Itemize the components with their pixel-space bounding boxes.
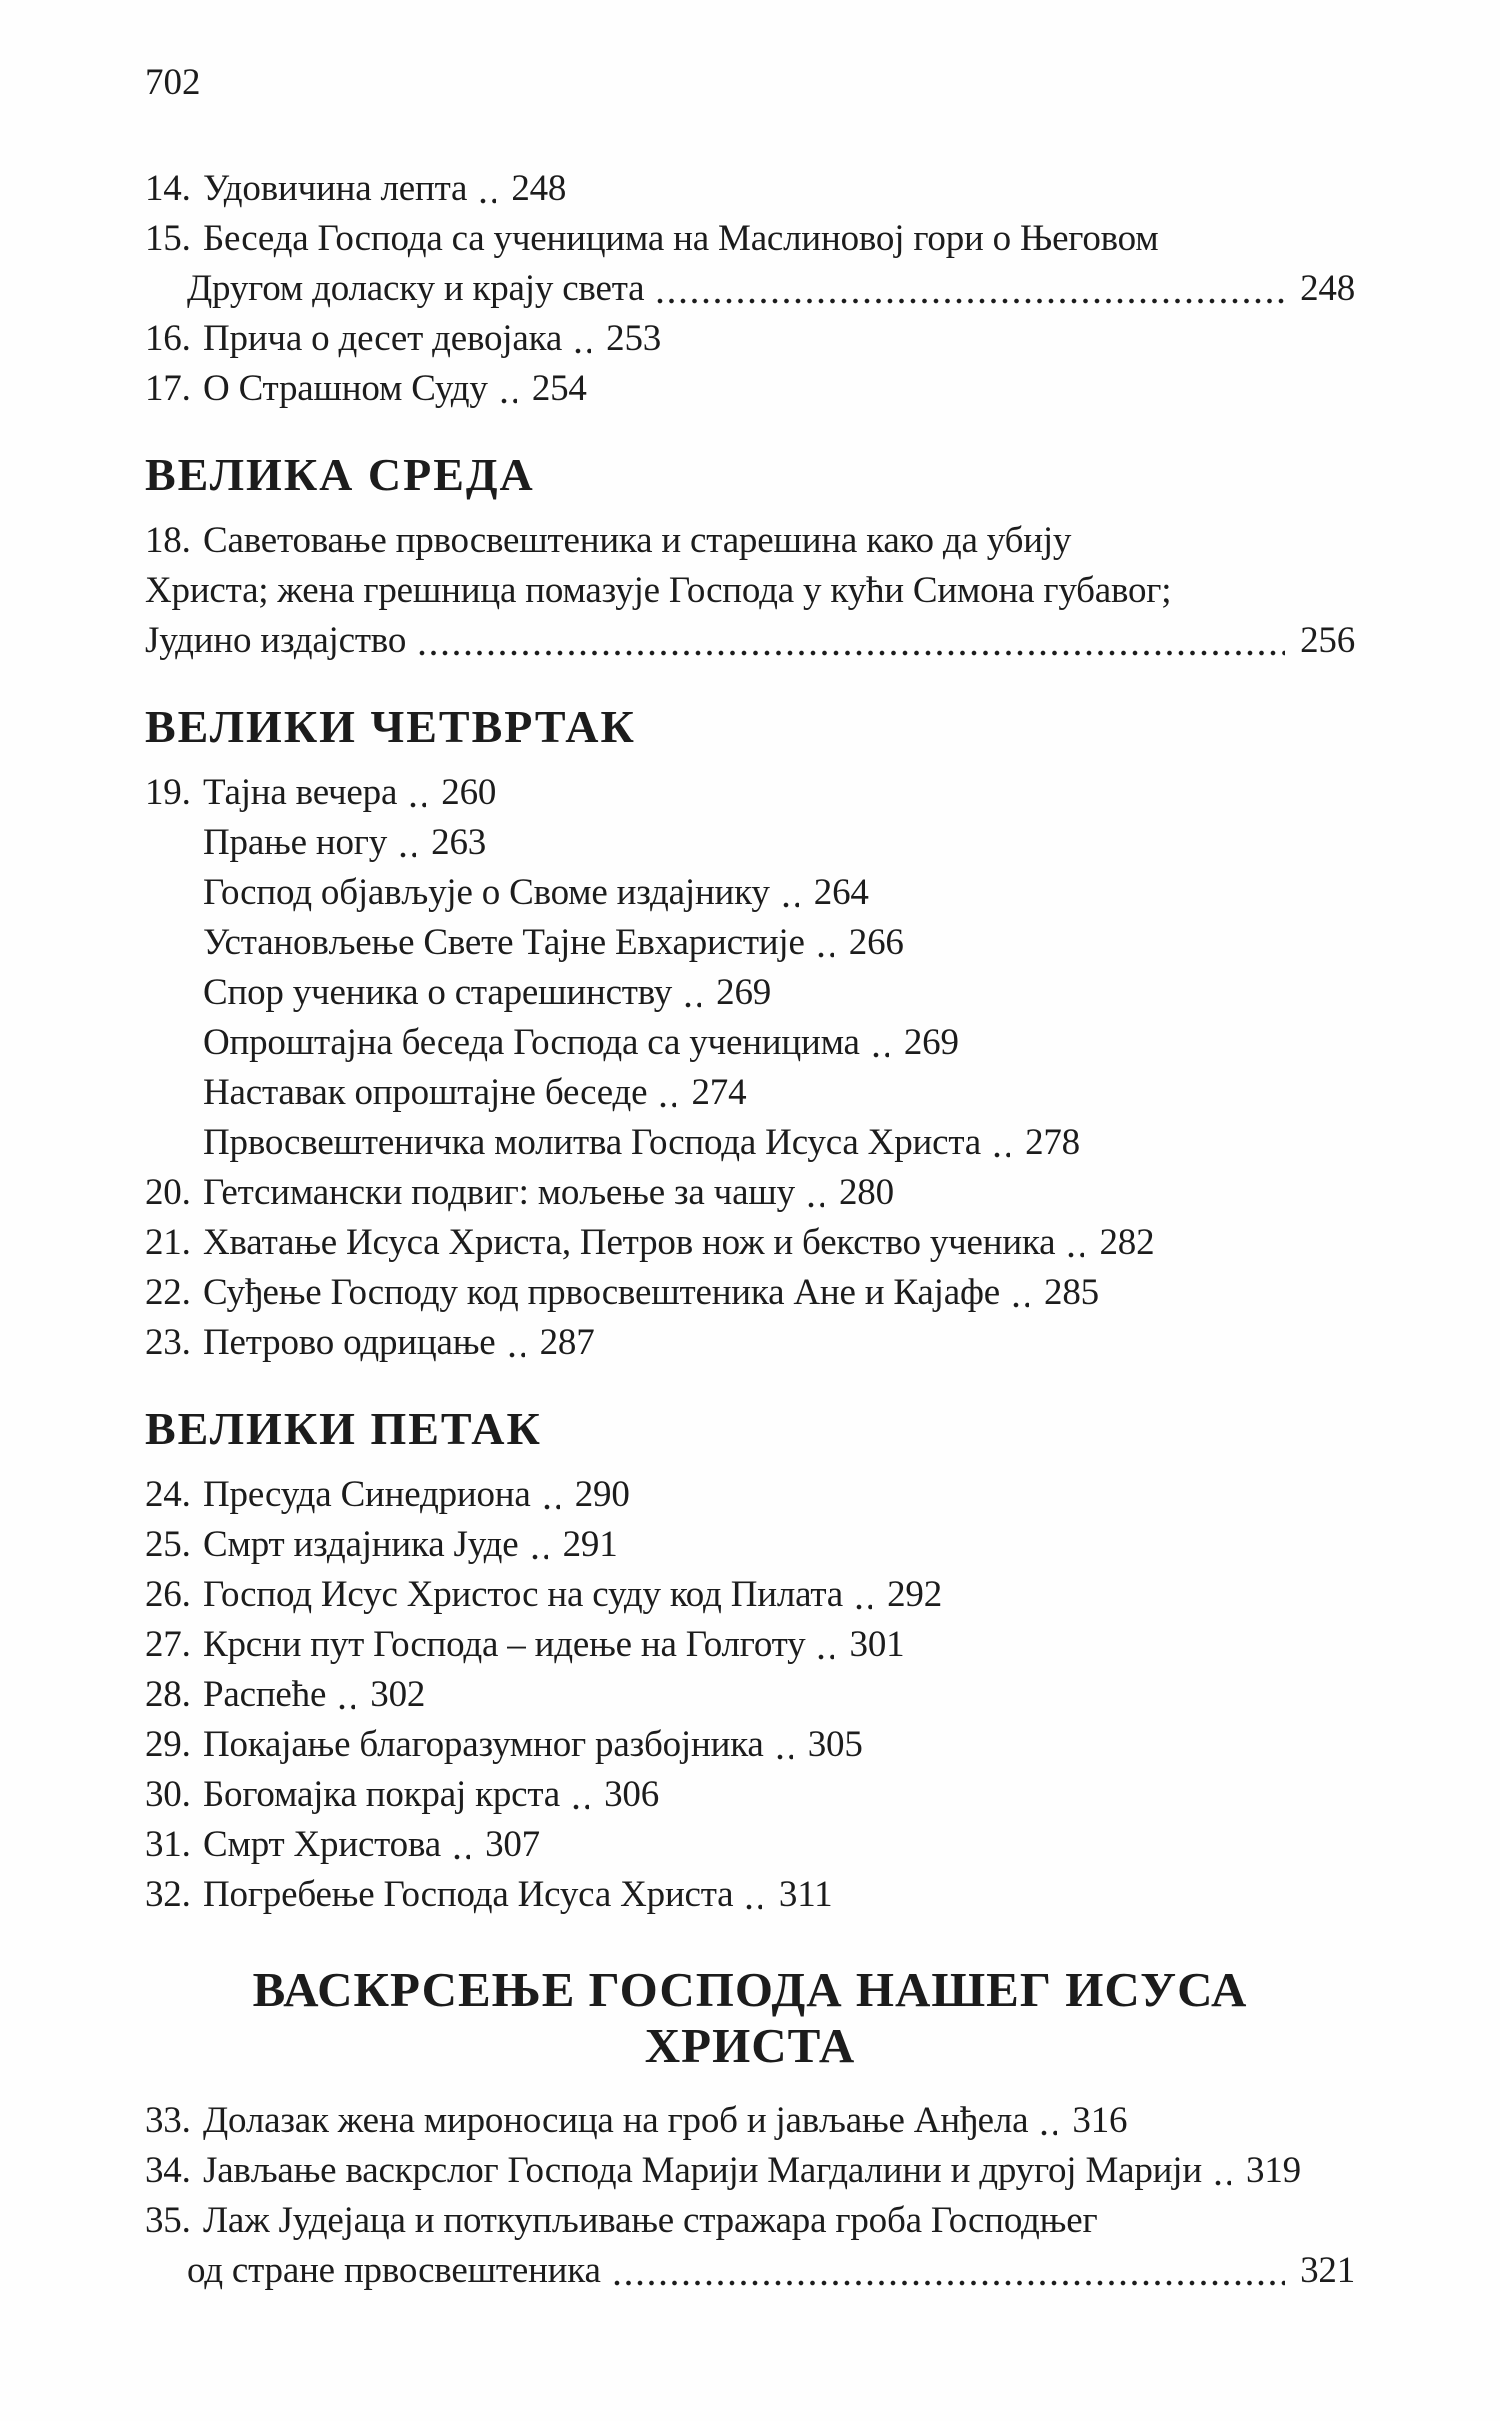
toc-entry <box>145 164 1355 214</box>
toc-entry <box>145 1520 1355 1570</box>
toc-entry <box>145 968 1355 1018</box>
entry-title: Прича о десет девојака <box>203 318 563 359</box>
toc-entry-line <box>145 2246 1355 2296</box>
entry-number: 19. <box>145 772 191 813</box>
toc-entry-line <box>145 566 1355 616</box>
entry-page-ref: 305 <box>807 1724 863 1765</box>
entry-title: Христа; жена грешница помазује Господа у кући Симона губавог; <box>145 570 1172 611</box>
entry-page-ref: 260 <box>441 772 497 813</box>
entry-title: О Страшном Суду <box>203 368 488 409</box>
dot-leader <box>400 850 416 860</box>
dot-leader <box>573 1802 589 1812</box>
dot-leader <box>1215 2178 1231 2188</box>
dot-leader <box>1041 2128 1057 2138</box>
toc-entry-line <box>145 1520 618 1570</box>
entry-page-ref: 263 <box>431 822 487 863</box>
toc-entry-line <box>145 314 662 364</box>
entry-number: 16. <box>145 318 191 359</box>
entry-number: 29. <box>145 1724 191 1765</box>
section-heading: ВАСКРСЕЊЕ ГОСПОДА НАШЕГ ИСУСА ХРИСТА <box>252 1962 1248 2073</box>
entry-page-ref: 248 <box>511 168 567 209</box>
dot-leader <box>994 1150 1010 1160</box>
toc-entry <box>145 1218 1355 1268</box>
dot-leader <box>777 1752 793 1762</box>
entry-page-ref: 278 <box>1025 1122 1080 1163</box>
entry-number: 32. <box>145 1874 191 1915</box>
toc-entry-line <box>145 214 1159 264</box>
toc-entry-line <box>145 1570 942 1620</box>
entry-page-ref: 290 <box>574 1474 630 1515</box>
page-number: 702 <box>145 62 201 103</box>
entry-title: Удовичина лепта <box>203 168 468 209</box>
toc-entry <box>145 868 1355 918</box>
entry-title: Господ Исус Христос на суду код Пилата <box>203 1574 843 1615</box>
dot-leader <box>544 1502 560 1512</box>
toc-entry-line <box>145 1018 959 1068</box>
entry-title: Смрт Христова <box>203 1824 441 1865</box>
entry-title: Јудино издајство <box>145 620 407 661</box>
toc-entry <box>145 1318 1355 1368</box>
entry-page-ref: 254 <box>531 368 587 409</box>
toc-entry-line <box>145 616 1355 666</box>
dot-leader <box>532 1552 548 1562</box>
entry-page-ref: 264 <box>813 872 869 913</box>
entry-title: Долазак жена мироносица на гроб и јављање Анђела <box>203 2100 1029 2141</box>
entry-title: Тајна вечера <box>203 772 398 813</box>
toc-entry <box>145 1570 1355 1620</box>
toc-entry-line <box>145 768 497 818</box>
toc-entry <box>145 516 1355 666</box>
toc-entry-line <box>145 818 487 868</box>
dot-leader <box>1068 1250 1084 1260</box>
section-heading: ВЕЛИКИ ПЕТАК <box>145 1403 542 1454</box>
entry-title: Наставак опроштајне беседе <box>203 1072 648 1113</box>
toc-entry-line <box>145 2096 1128 2146</box>
entry-title: Смрт издајника Јуде <box>203 1524 519 1565</box>
toc-entry <box>145 1770 1355 1820</box>
entry-title: Покајање благоразумног разбојника <box>203 1724 764 1765</box>
entry-title: Другом доласку и крају света <box>187 268 645 309</box>
entry-number: 22. <box>145 1272 191 1313</box>
entry-title: Саветовање првосвештеника и старешина како да убију <box>203 520 1072 561</box>
dot-leader <box>614 2278 1285 2288</box>
entry-number: 26. <box>145 1574 191 1615</box>
entry-page-ref: 307 <box>485 1824 540 1865</box>
toc-entry-line <box>145 1168 894 1218</box>
entry-page-ref: 301 <box>849 1624 905 1665</box>
entry-page-ref: 269 <box>903 1022 959 1063</box>
toc-entry-line <box>145 1870 833 1920</box>
toc-entry <box>145 2196 1355 2296</box>
toc-entry <box>145 1268 1355 1318</box>
toc-entry <box>145 1018 1355 1068</box>
dot-leader <box>1013 1300 1029 1310</box>
entry-page-ref: 282 <box>1099 1222 1155 1263</box>
entry-title: Суђење Господу код првосвештеника Ане и Кајафе <box>203 1272 1000 1313</box>
dot-leader <box>818 1652 834 1662</box>
entry-number: 33. <box>145 2100 191 2141</box>
entry-number: 28. <box>145 1674 191 1715</box>
toc-entry-line <box>145 1820 540 1870</box>
entry-title: Погребење Господа Исуса Христа <box>203 1874 734 1915</box>
entry-page-ref: 316 <box>1072 2100 1128 2141</box>
entry-page-ref: 280 <box>838 1172 894 1213</box>
dot-leader <box>509 1350 525 1360</box>
toc-entry <box>145 1870 1355 1920</box>
entry-page-ref: 269 <box>716 972 772 1013</box>
toc-entry-line <box>145 264 1355 314</box>
toc-entry <box>145 314 1355 364</box>
dot-leader <box>454 1852 470 1862</box>
entry-number: 30. <box>145 1774 191 1815</box>
toc-entry-line <box>145 868 869 918</box>
entry-title: Крсни пут Господа – идење на Голготу <box>203 1624 806 1665</box>
entry-number: 17. <box>145 368 191 409</box>
entry-number: 35. <box>145 2200 191 2241</box>
toc-entry <box>145 818 1355 868</box>
dot-leader <box>339 1702 355 1712</box>
toc-entry-line <box>145 918 904 968</box>
toc-entry-line <box>145 516 1072 566</box>
toc-entry <box>145 214 1355 314</box>
dot-leader <box>783 900 799 910</box>
toc-entry <box>145 2146 1355 2196</box>
entry-title: Петрово одрицање <box>203 1322 496 1363</box>
toc-entry <box>145 2096 1355 2146</box>
dot-leader <box>575 346 591 356</box>
entry-page-ref: 306 <box>604 1774 660 1815</box>
entry-number: 31. <box>145 1824 191 1865</box>
toc-entry-line <box>145 1268 1099 1318</box>
entry-title: Јављање васкрслог Господа Марији Магдалини и другој Марији <box>203 2150 1202 2191</box>
toc-entry-line <box>145 1218 1155 1268</box>
toc-entry <box>145 1118 1355 1168</box>
entry-number: 34. <box>145 2150 191 2191</box>
entry-page-ref: 256 <box>1300 620 1355 661</box>
toc-entry-line <box>145 1318 595 1368</box>
dot-leader <box>657 296 1285 306</box>
dot-leader <box>501 396 517 406</box>
entry-number: 24. <box>145 1474 191 1515</box>
entry-page-ref: 321 <box>1300 2250 1355 2291</box>
entry-title: Богомајка покрај крста <box>203 1774 561 1815</box>
toc-entry-line <box>145 1670 426 1720</box>
entry-number: 15. <box>145 218 191 259</box>
toc-entry-line <box>145 364 587 414</box>
toc-entry <box>145 1068 1355 1118</box>
entry-number: 18. <box>145 520 191 561</box>
toc-entry-line <box>145 1118 1080 1168</box>
toc-entry <box>145 768 1355 818</box>
toc-entry-line <box>145 1068 747 1118</box>
entry-page-ref: 319 <box>1246 2150 1301 2191</box>
dot-leader <box>818 950 834 960</box>
entry-title: Пресуда Синедриона <box>203 1474 531 1515</box>
entry-title: Хватање Исуса Христа, Петров нож и бекство ученика <box>203 1222 1056 1263</box>
entry-page-ref: 274 <box>691 1072 747 1113</box>
entry-number: 25. <box>145 1524 191 1565</box>
entry-title: Распеће <box>203 1674 327 1715</box>
entry-number: 21. <box>145 1222 191 1263</box>
dot-leader <box>480 196 496 206</box>
toc-entry-line <box>145 2196 1098 2246</box>
dot-leader <box>410 800 426 810</box>
entry-number: 23. <box>145 1322 191 1363</box>
toc-entry <box>145 918 1355 968</box>
entry-page-ref: 287 <box>539 1322 595 1363</box>
toc-entry <box>145 1470 1355 1520</box>
toc-entry <box>145 1670 1355 1720</box>
entry-page-ref: 285 <box>1044 1272 1099 1313</box>
toc-entry-line <box>145 1720 863 1770</box>
entry-page-ref: 248 <box>1300 268 1355 309</box>
entry-page-ref: 292 <box>887 1574 942 1615</box>
toc-entry <box>145 1168 1355 1218</box>
entry-title: Спор ученика о старешинству <box>203 972 673 1013</box>
dot-leader <box>873 1050 889 1060</box>
toc-entry-line <box>145 968 772 1018</box>
toc-entry-line <box>145 1470 630 1520</box>
dot-leader <box>808 1200 824 1210</box>
entry-title: Гетсимански подвиг: мољење за чашу <box>203 1172 795 1213</box>
entry-number: 27. <box>145 1624 191 1665</box>
entry-title: Установљење Свете Тајне Евхаристије <box>203 922 805 963</box>
entry-title: Прање ногу <box>203 822 388 863</box>
dot-leader <box>419 648 1285 658</box>
entry-page-ref: 291 <box>562 1524 618 1565</box>
toc-entry <box>145 1720 1355 1770</box>
toc-entry-line <box>145 2146 1301 2196</box>
entry-number: 14. <box>145 168 191 209</box>
entry-title: Господ објављује о Своме издајнику <box>203 872 770 913</box>
entry-number: 20. <box>145 1172 191 1213</box>
dot-leader <box>746 1902 762 1912</box>
toc-entry <box>145 364 1355 414</box>
section-heading: ВЕЛИКИ ЧЕТВРТАК <box>145 701 636 752</box>
toc-entry <box>145 1620 1355 1670</box>
entry-title: Опроштајна беседа Господа са ученицима <box>203 1022 860 1063</box>
entry-page-ref: 266 <box>848 922 904 963</box>
dot-leader <box>660 1100 676 1110</box>
section-heading: ВЕЛИКА СРЕДА <box>145 449 535 500</box>
table-of-contents <box>145 164 1355 2296</box>
entry-page-ref: 253 <box>606 318 662 359</box>
entry-page-ref: 302 <box>370 1674 426 1715</box>
dot-leader <box>685 1000 701 1010</box>
toc-entry-line <box>145 164 567 214</box>
entry-title: Првосвештеничка молитва Господа Исуса Христа <box>203 1122 981 1163</box>
dot-leader <box>856 1602 872 1612</box>
entry-title: Беседа Господа са ученицима на Маслиновој гори о Његовом <box>203 218 1159 259</box>
toc-entry-line <box>145 1620 905 1670</box>
entry-title: од стране првосвештеника <box>187 2250 601 2291</box>
toc-entry-line <box>145 1770 660 1820</box>
toc-entry <box>145 1820 1355 1870</box>
entry-title: Лаж Јудејаца и поткупљивање стражара гроба Господњег <box>203 2200 1098 2241</box>
entry-page-ref: 311 <box>778 1874 833 1915</box>
